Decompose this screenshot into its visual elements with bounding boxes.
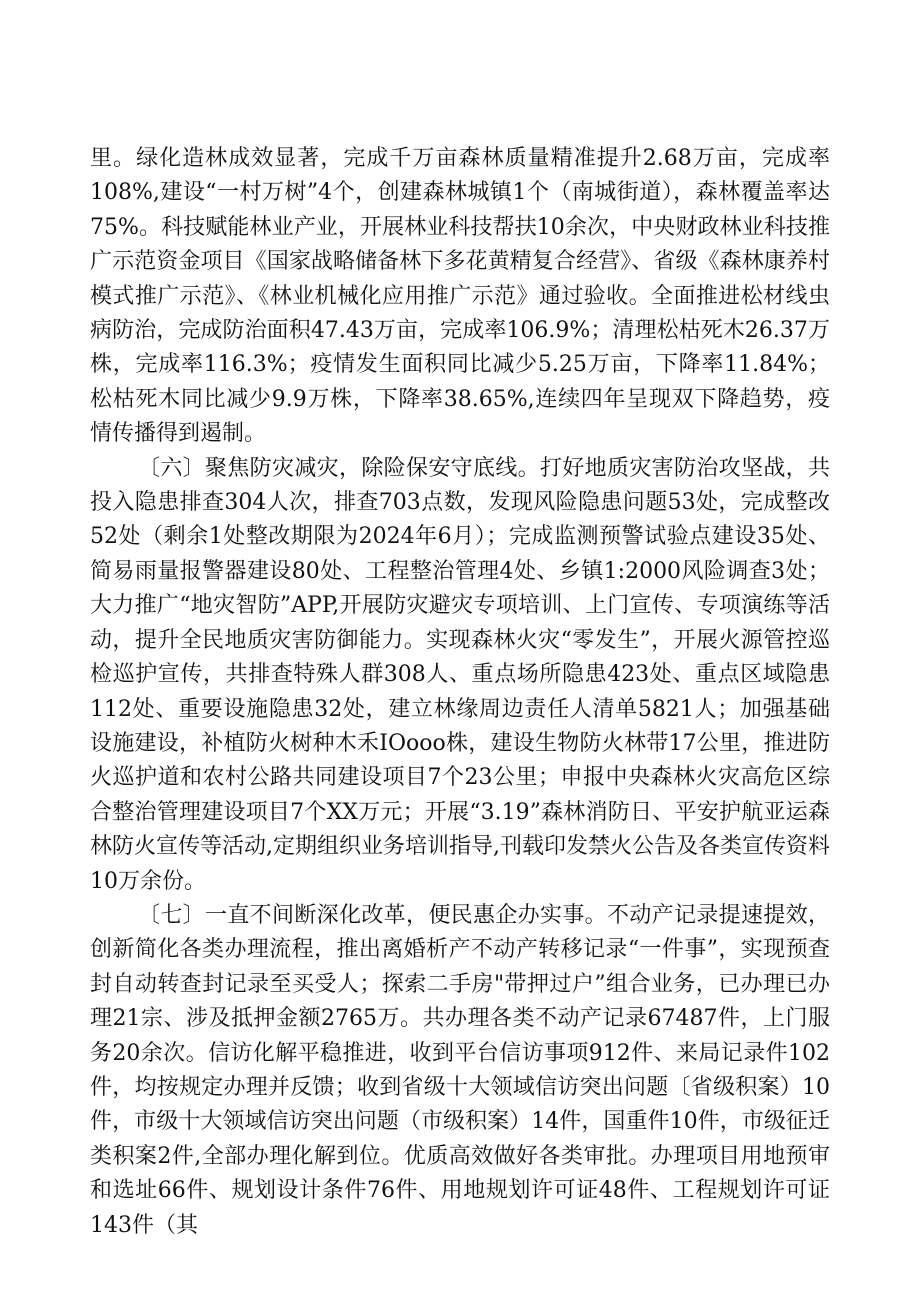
document-page <box>90 142 830 1243</box>
paragraph-forestry: 里。绿化造林成效显著，完成千万亩森林质量精准提升2.68万亩，完成率108%,建设“一村万树”4个，创建森林城镇1个（南城街道），森林覆盖率达75%。科技赋能林业产业，开展林业科技帮扶10余次，中央财政林业科技推广示范资金项目《国家战略储备林下多花黄精复合经营》、省级《森林康养村模式推广示范》、《林业机械化应用推广示范》通过验收。全面推进松材线虫病防治，完成防治面积47.43万亩，完成率106.9%；清理松枯死木26.37万株，完成率116.3%；疫情发生面积同比减少5.25万亩，下降率11.84%；松枯死木同比减少9.9万株，下降率38.65%,连续四年呈现双下降趋势，疫情传播得到遏制。 <box>90 146 830 447</box>
paragraph-disaster-prevention: 〔六〕聚焦防灾减灾，除险保安守底线。打好地质灾害防治攻坚战，共投入隐患排查304人次，排查703点数，发现风险隐患问题53处，完成整改52处（剩余1处整改期限为2024年6月）；完成监测预警试验点建设35处、简易雨量报警器建设80处、工程整治管理4处、乡镇1:2000风险调查3处；大力推广“地灾智防”APP,开展防灾避灾专项培训、上门宣传、专项演练等活动，提升全民地质灾害防御能力。实现森林火灾“零发生”，开展火源管控巡检巡护宣传，共排查特殊人群308人、重点场所隐患423处、重点区域隐患112处、重要设施隐患32处，建立林缘周边责任人清单5821人；加强基础设施建设，补植防火树种木禾IOooo株，建设生物防火林带17公里，推进防火巡护道和农村公路共同建设项目7个23公里；申报中央森林火灾高危区综合整治管理建设项目7个XX万元；开展“3.19”森林消防日、平安护航亚运森林防火宣传等活动,定期组织业务培训指导,刊载印发禁火公告及各类宣传资料10万余份。 <box>90 455 830 894</box>
paragraph-reform-services: 〔七〕一直不间断深化改革，便民惠企办实事。不动产记录提速提效，创新简化各类办理流程，推出离婚析产不动产转移记录“一件事”，实现预查封自动转查封记录至买受人；探索二手房"带押过户”组合业务，已办理已办理21宗、涉及抵押金额2765万。共办理各类不动产记录67487件，上门服务20余次。信访化解平稳推进，收到平台信访事项912件、来局记录件102件，均按规定办理并反馈；收到省级十大领域信访突出问题〔省级积案）10件，市级十大领域信访突出问题（市级积案）14件，国重件10件，市级征迁类积案2件,全部办理化解到位。优质高效做好各类审批。办理项目用地预审和选址66件、规划设计条件76件、用地规划许可证48件、工程规划许可证143件（其 <box>90 902 830 1238</box>
